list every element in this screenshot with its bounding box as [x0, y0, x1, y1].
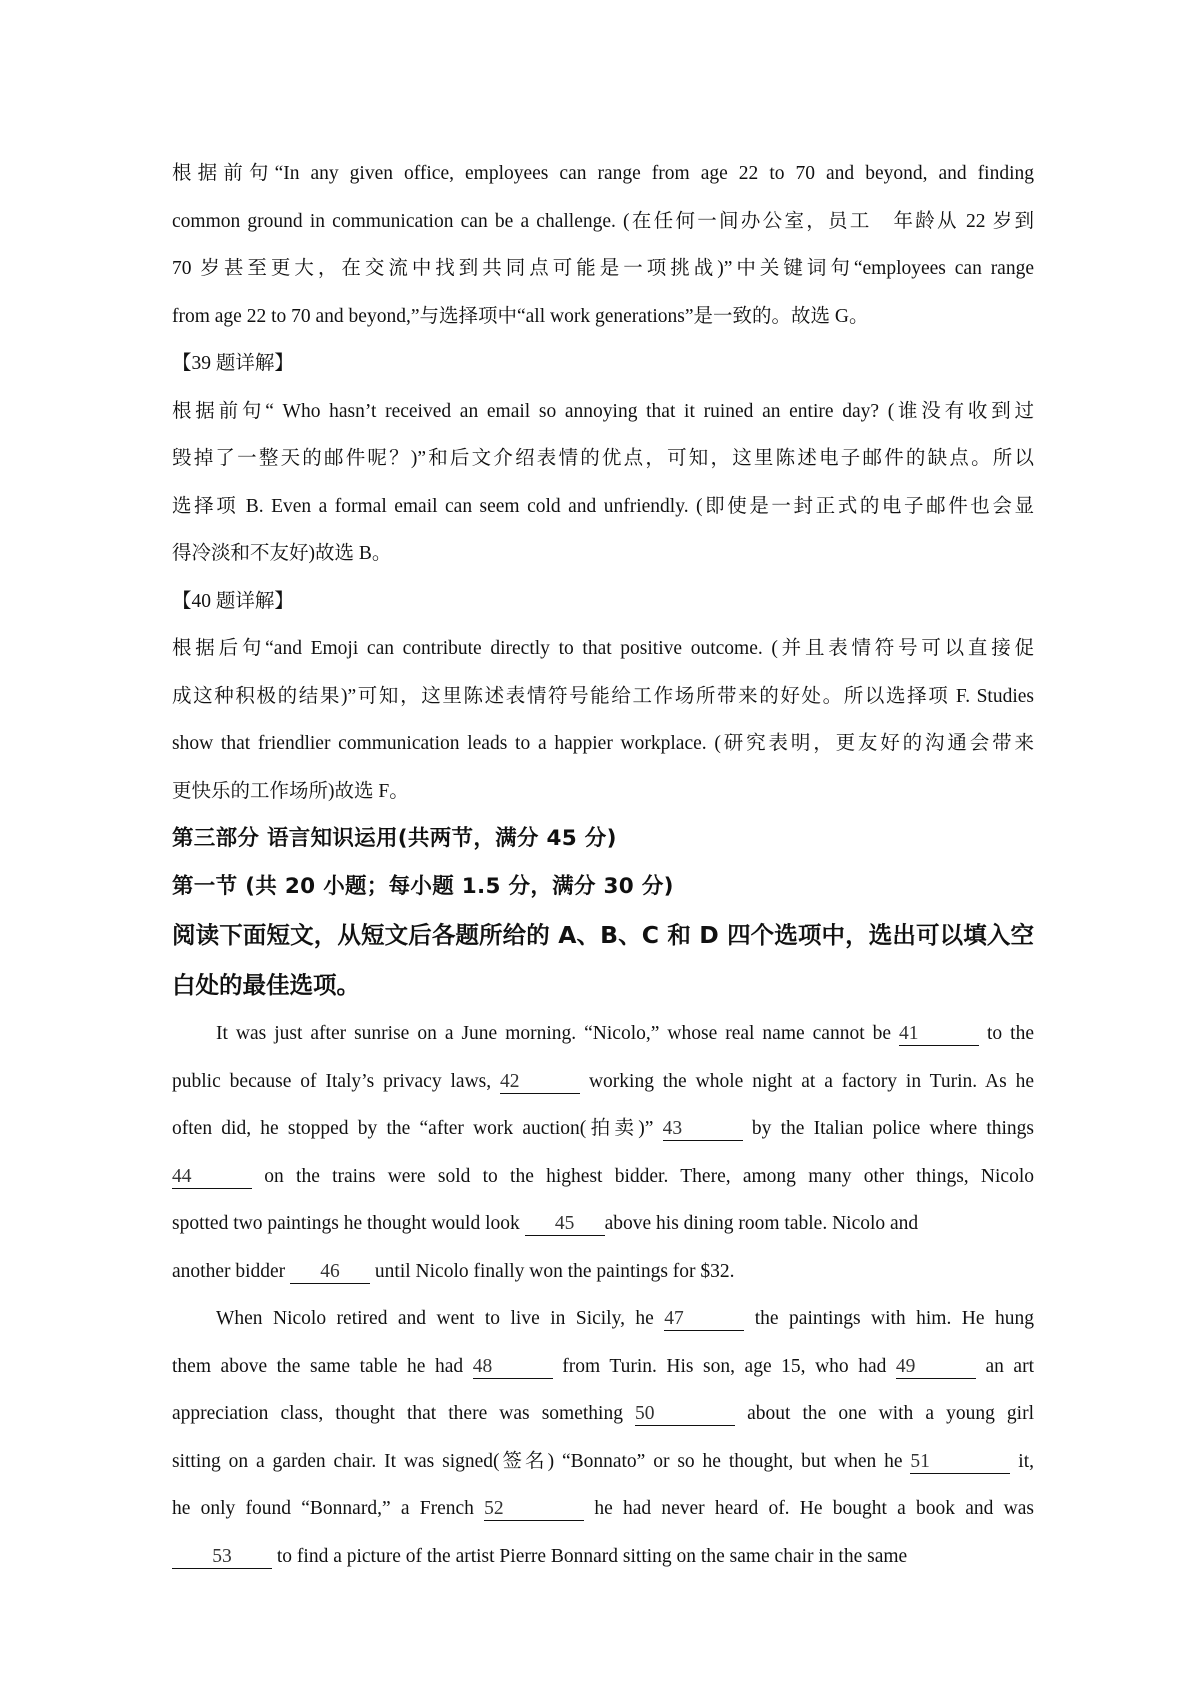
q39-heading: 【39 题详解】	[172, 353, 294, 374]
passage-line: he only found “Bonnard,” a French 52 he had never heard of. He bought a book and was	[172, 1498, 1034, 1519]
text-line: 70 岁甚至更大，在交流中找到共同点可能是一项挑战)”中关键词句“employees can range	[172, 258, 1034, 279]
blank-44: 44	[172, 1166, 252, 1189]
blank-47: 47	[664, 1308, 744, 1331]
passage-paragraph-1	[172, 1010, 1034, 1295]
text-line: 毁掉了一整天的邮件呢？)”和后文介绍表情的优点，可知，这里陈述电子邮件的缺点。所以	[172, 448, 1034, 469]
passage-line: public because of Italy’s privacy laws, 42 working the whole night at a factory in Turin. As he	[172, 1070, 1034, 1092]
passage-paragraph-2	[172, 1295, 1034, 1580]
passage-line: spotted two paintings he thought would look 45 above his dining room table. Nicolo and	[172, 1213, 919, 1234]
passage-line: appreciation class, thought that there was something 50 about the one with a young girl	[172, 1403, 1034, 1424]
text-line: from age 22 to 70 and beyond,”与选择项中“all work generations”是一致的。故选 G。	[172, 305, 869, 327]
text-line: 根据后句“and Emoji can contribute directly to that positive outcome. (并且表情符号可以直接促	[172, 638, 1034, 659]
passage-line: another bidder 46 until Nicolo finally won the paintings for $32.	[172, 1260, 735, 1282]
text-line: 更快乐的工作场所)故选 F。	[172, 780, 409, 802]
text-line: 成这种积极的结果)”可知，这里陈述表情符号能给工作场所带来的好处。所以选择项 F. Studies	[172, 685, 1034, 707]
text-line: 得冷淡和不友好)故选 B。	[172, 543, 392, 564]
passage-line: often did, he stopped by the “after work auction(拍卖)” 43 by the Italian police where things	[172, 1118, 1034, 1139]
text-line: show that friendlier communication leads to a happier workplace. (研究表明，更友好的沟通会带来	[172, 733, 1034, 754]
passage-line: 44 on the trains were sold to the highest bidder. There, among many other things, Nicolo	[172, 1165, 1034, 1187]
passage-line: When Nicolo retired and went to live in Sicily, he 47 the paintings with him. He hung	[216, 1308, 1035, 1329]
blank-50: 50	[635, 1403, 735, 1426]
page-content	[172, 150, 1034, 1580]
instruction-line: 白处的最佳选项。	[172, 971, 360, 999]
passage-line: 53 to find a picture of the artist Pierre Bonnard sitting on the same chair in the same	[172, 1533, 1034, 1581]
blank-41: 41	[899, 1023, 979, 1046]
q40-explanation	[172, 625, 1034, 815]
blank-49: 49	[896, 1356, 976, 1379]
q40-heading: 【40 题详解】	[172, 590, 294, 612]
blank-53: 53	[172, 1546, 272, 1569]
text-line: 根据前句“In any given office, employees can range from age 22 to 70 and beyond, and finding	[172, 163, 1034, 184]
instruction-line: 阅读下面短文，从短文后各题所给的 A、B、C 和 D 四个选项中，选出可以填入空	[172, 921, 1034, 949]
text-line: 选择项 B. Even a formal email can seem cold and unfriendly. (即使是一封正式的电子邮件也会显	[172, 495, 1034, 517]
passage-line: sitting on a garden chair. It was signed(签名) “Bonnato” or so he thought, but when he 51 it,	[172, 1450, 1034, 1472]
blank-46: 46	[290, 1261, 370, 1284]
q39-explanation	[172, 388, 1034, 578]
passage-line: them above the same table he had 48 from Turin. His son, age 15, who had 49 an art	[172, 1355, 1034, 1377]
q38-explanation	[172, 150, 1034, 340]
blank-48: 48	[473, 1356, 553, 1379]
text-line: 根据前句“ Who hasn’t received an email so annoying that it ruined an entire day? (谁没有收到过	[172, 400, 1034, 422]
blank-51: 51	[910, 1451, 1010, 1474]
part-title: 第三部分 语言知识运用(共两节，满分 45 分)	[172, 826, 617, 851]
text-line: common ground in communication can be a challenge. (在任何一间办公室，员工 年龄从 22 岁到	[172, 210, 1034, 232]
blank-45: 45	[525, 1213, 605, 1236]
blank-52: 52	[484, 1498, 584, 1521]
blank-43: 43	[663, 1118, 743, 1141]
blank-42: 42	[500, 1071, 580, 1094]
passage-line: It was just after sunrise on a June morning. “Nicolo,” whose real name cannot be 41 to the	[216, 1023, 1034, 1044]
subsection-title: 第一节 (共 20 小题；每小题 1.5 分，满分 30 分)	[172, 873, 674, 899]
